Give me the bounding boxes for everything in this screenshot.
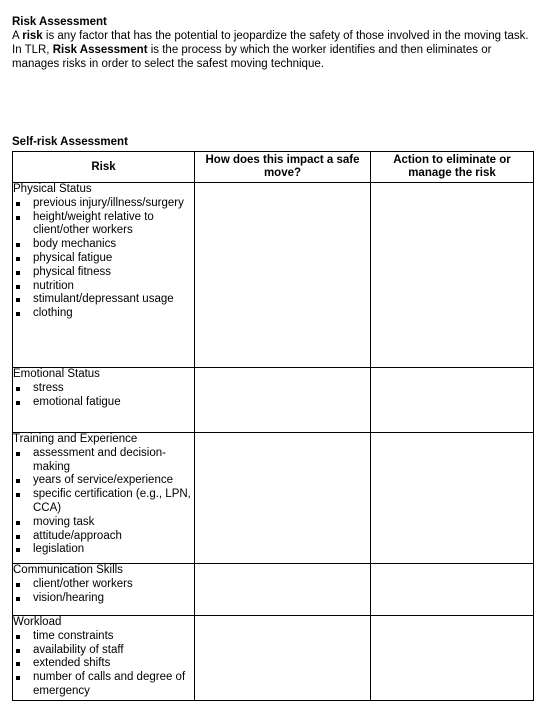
action-cell[interactable] [371, 433, 534, 564]
intro-risk-term: risk [22, 30, 43, 42]
list-item: number of calls and degree of emergency [13, 671, 194, 699]
risk-cell-communication-skills [13, 564, 195, 616]
category-label: Communication Skills [13, 564, 123, 576]
header-action: Action to eliminate or manage the risk [371, 152, 534, 183]
impact-cell[interactable] [195, 368, 371, 433]
list-item: nutrition [13, 280, 194, 294]
action-cell[interactable] [371, 183, 534, 368]
list-item: vision/hearing [13, 592, 194, 606]
risk-item-list [13, 630, 194, 699]
impact-cell[interactable] [195, 564, 371, 616]
header-impact: How does this impact a safe move? [195, 152, 371, 183]
list-item: stress [13, 382, 194, 396]
header-risk: Risk [13, 152, 195, 183]
list-item: attitude/approach [13, 530, 194, 544]
list-item: assessment and decision-making [13, 447, 194, 475]
list-item: availability of staff [13, 644, 194, 658]
table-row [13, 564, 534, 616]
risk-cell-emotional-status [13, 368, 195, 433]
action-cell[interactable] [371, 368, 534, 433]
list-item: stimulant/depressant usage [13, 293, 194, 307]
list-item: legislation [13, 543, 194, 557]
list-item: moving task [13, 516, 194, 530]
table-row [13, 183, 534, 368]
action-cell[interactable] [371, 564, 534, 616]
risk-cell-workload [13, 616, 195, 701]
list-item: client/other workers [13, 578, 194, 592]
risk-item-list [13, 382, 194, 410]
category-label: Training and Experience [13, 433, 138, 445]
list-item: time constraints [13, 630, 194, 644]
risk-cell-physical-status [13, 183, 195, 368]
category-label: Emotional Status [13, 368, 100, 380]
category-label: Physical Status [13, 183, 92, 195]
list-item: physical fitness [13, 266, 194, 280]
risk-item-list [13, 578, 194, 606]
impact-cell[interactable] [195, 183, 371, 368]
list-item: previous injury/illness/surgery [13, 197, 194, 211]
intro-text-middle: is any factor that has the potential to jeopardize the safety of those involved in the moving task. In TLR, [12, 30, 529, 56]
category-label: Workload [13, 616, 62, 628]
intro-risk-assessment-term: Risk Assessment [52, 44, 148, 56]
list-item: height/weight relative to client/other workers [13, 211, 194, 239]
risk-cell-training-experience [13, 433, 195, 564]
list-item: body mechanics [13, 238, 194, 252]
intro-paragraph [12, 29, 532, 71]
intro-section [12, 15, 532, 71]
list-item: clothing [13, 307, 194, 321]
risk-item-list [13, 447, 194, 557]
section-title: Self-risk Assessment [12, 136, 128, 148]
table-header-row [13, 152, 534, 183]
impact-cell[interactable] [195, 433, 371, 564]
list-item: years of service/experience [13, 474, 194, 488]
risk-assessment-table [12, 151, 534, 701]
table-row [13, 433, 534, 564]
list-item: specific certification (e.g., LPN, CCA) [13, 488, 194, 516]
action-cell[interactable] [371, 616, 534, 701]
list-item: physical fatigue [13, 252, 194, 266]
risk-item-list [13, 197, 194, 321]
impact-cell[interactable] [195, 616, 371, 701]
table-row [13, 368, 534, 433]
list-item: emotional fatigue [13, 396, 194, 410]
intro-text-prefix: A [12, 30, 23, 42]
list-item: extended shifts [13, 657, 194, 671]
table-row [13, 616, 534, 701]
intro-text-suffix: is the process by which the worker identifies and then eliminates or manages risks in order to select the safest moving technique. [12, 44, 492, 70]
intro-title: Risk Assessment [12, 16, 107, 28]
